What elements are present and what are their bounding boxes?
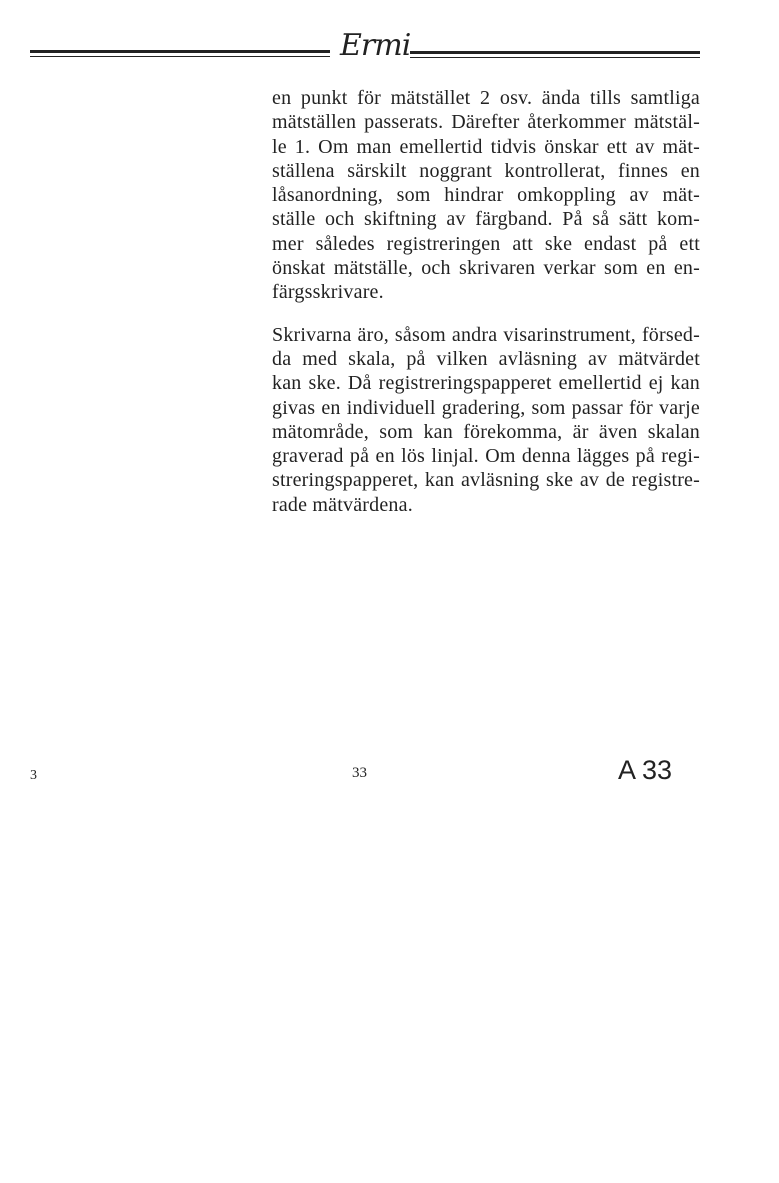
paragraph-2 bbox=[272, 323, 700, 517]
text-line: låsanordning, som hindrar omkoppling av mät- bbox=[272, 184, 700, 207]
text-line: mätställen passerats. Därefter återkommer mätstäl- bbox=[272, 111, 700, 134]
section-page-label: A 33 bbox=[618, 755, 673, 785]
text-line: le 1. Om man emellertid tidvis önskar ett av mät- bbox=[272, 135, 700, 158]
text-line: kan ske. Då registreringspapperet emellertid ej kan bbox=[272, 372, 700, 395]
text-line: graverad på en lös linjal. Om denna lägges på regi- bbox=[272, 445, 700, 468]
text-line: ställena särskilt noggrant kontrollerat, finnes en bbox=[272, 159, 700, 182]
text-line: mer således registreringen att ske endast på ett bbox=[272, 232, 700, 255]
text-line: da med skala, på vilken avläsning av mätvärdet bbox=[272, 347, 700, 370]
text-line: en punkt för mätstället 2 osv. ända tills samtliga bbox=[272, 87, 700, 109]
text-line: färgsskrivare. bbox=[272, 281, 384, 304]
text-line: givas en individuell gradering, som passar för varje bbox=[272, 396, 700, 419]
ermi-logo: Ermi bbox=[340, 28, 411, 63]
text-line: mätområde, som kan förekomma, är även skalan bbox=[272, 420, 700, 443]
body-text bbox=[272, 86, 700, 535]
text-line: ställe och skiftning av färgband. På så sätt kom- bbox=[272, 208, 700, 231]
text-line: rade mätvärdena. bbox=[272, 493, 413, 516]
page-header bbox=[30, 20, 700, 80]
text-line: önskat mätställe, och skrivaren verkar som en en- bbox=[272, 257, 700, 280]
text-line: streringspapperet, kan avläsning ske av de registre- bbox=[272, 469, 700, 492]
text-line: Skrivarna äro, såsom andra visarinstrument, försed- bbox=[272, 323, 700, 346]
page-number: 33 bbox=[352, 765, 367, 781]
paragraph-1 bbox=[272, 86, 700, 305]
header-rule-left bbox=[30, 50, 330, 57]
footer-mark-left: 3 bbox=[30, 768, 37, 783]
header-rule-right bbox=[410, 51, 700, 58]
